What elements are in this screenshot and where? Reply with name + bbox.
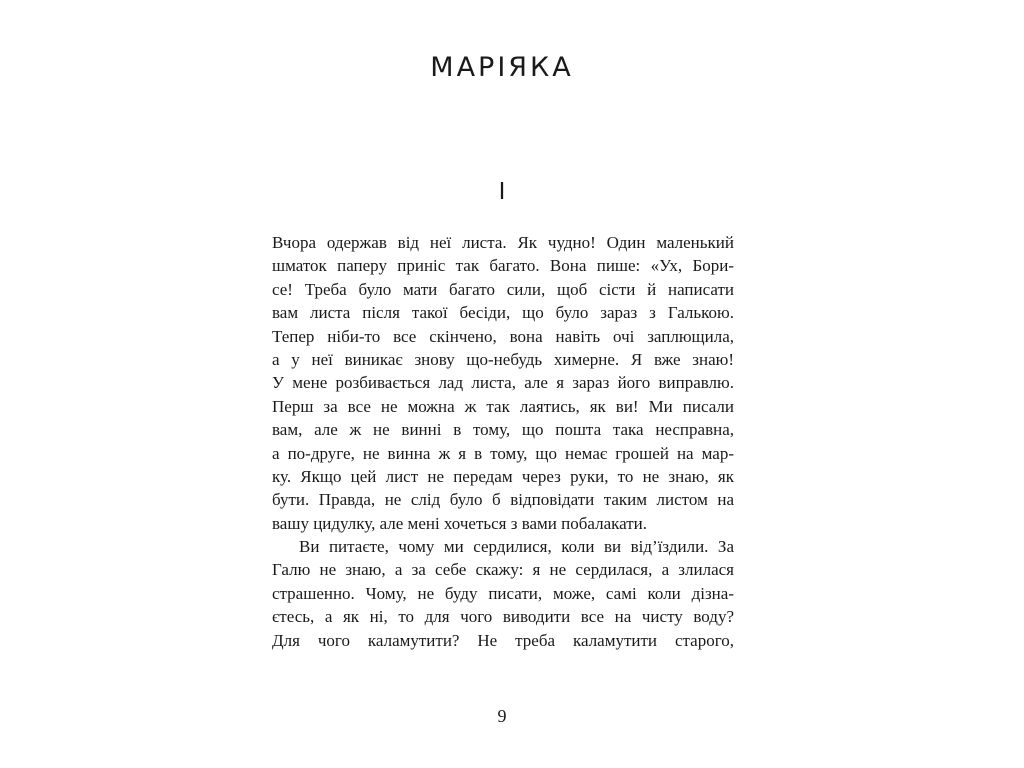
text-line: а по-друге, не винна ж я в тому, що немає грошей на мар- [272, 443, 734, 463]
text-line: Для чого каламутити? Не треба каламутити старого, [272, 630, 734, 650]
text-line: а у неї виникає знову що-небудь химерне. Я вже знаю! [272, 349, 734, 369]
body-text [272, 231, 734, 652]
text-line: вашу цидулку, але мені хочеться з вами побалакати. [272, 513, 648, 533]
text-line: шматок паперу приніс так багато. Вона пише: «Ух, Бори- [272, 256, 734, 276]
text-line: се! Треба було мати багато сили, щоб сісти й написати [272, 279, 734, 299]
chapter-number: I [498, 179, 506, 205]
text-line: Вчора одержав від неї листа. Як чудно! Один маленький [272, 233, 734, 252]
page-title: МАРІЯКА [430, 52, 574, 83]
text-line: вам листа після такої бесіди, що було зараз з Галькою. [272, 303, 734, 323]
page-number: 9 [497, 706, 507, 726]
text-line: Ви питаєте, чому ми сердилися, коли ви від’їздили. За [299, 537, 734, 557]
text-line: ку. Якщо цей лист не передам через руки, то не знаю, як [272, 466, 734, 486]
text-line: єтесь, а як ні, то для чого виводити все на чисту воду? [272, 607, 734, 627]
text-line: Галю не знаю, а за себе скажу: я не сердилася, а злилася [272, 560, 734, 580]
text-line: вам, але ж не винні в тому, що пошта така несправна, [272, 420, 734, 440]
text-line: страшенно. Чому, не буду писати, може, самі коли дізна- [272, 583, 734, 603]
text-line: Перш за все не можна ж так лаятись, як ви! Ми писали [272, 396, 734, 416]
text-line: Тепер ніби-то все скінчено, вона навіть очі заплющила, [272, 326, 734, 346]
text-line: У мене розбивається лад листа, але я зараз його виправлю. [272, 373, 734, 393]
text-line: бути. Правда, не слід було б відповідати таким листом на [272, 490, 734, 510]
